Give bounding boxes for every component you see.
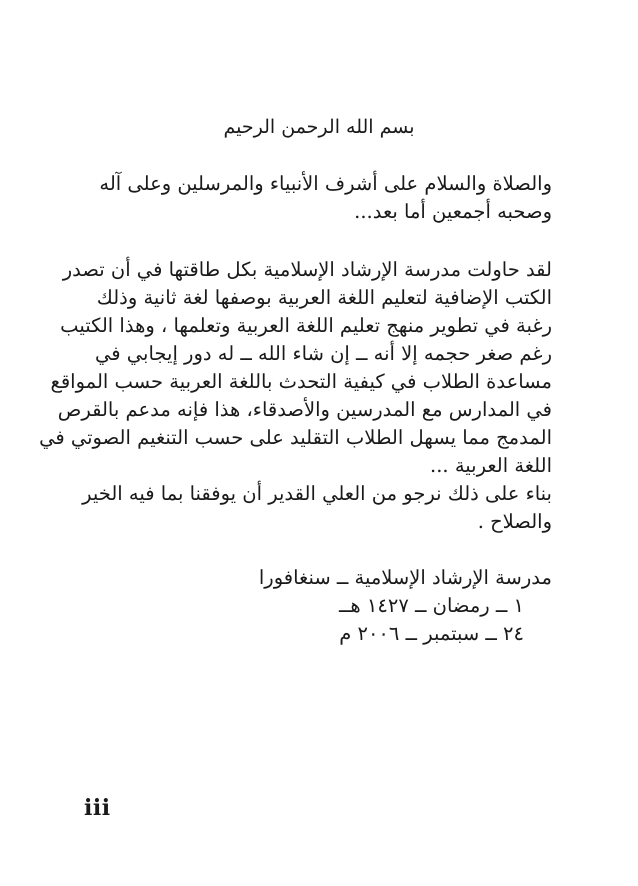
closing-line-2: والصلاح . [477, 510, 552, 533]
signature-school: مدرسة الإرشاد الإسلامية ــ سنغافورا [258, 566, 552, 589]
salutation-line-1: والصلاة والسلام على أشرف الأنبياء والمرسلين وعلى آله [99, 172, 552, 195]
body-line-2: الكتب الإضافية لتعليم اللغة العربية بوصفها لغة ثانية وذلك [96, 286, 552, 309]
body-line-6: في المدارس مع المدرسين والأصدقاء، هذا فإنه مدعم بالقرص [57, 398, 552, 421]
basmala-heading: بسم الله الرحمن الرحيم [223, 116, 415, 138]
body-line-8: اللغة العربية ... [430, 454, 552, 477]
body-line-1: لقد حاولت مدرسة الإرشاد الإسلامية بكل طاقتها في أن تصدر [62, 258, 552, 281]
body-line-3: رغبة في تطوير منهج تعليم اللغة العربية وتعلمها ، وهذا الكتيب [60, 314, 552, 337]
body-line-7: المدمج مما يسهل الطلاب التقليد على حسب التنغيم الصوتي في [39, 426, 552, 449]
body-line-4: رغم صغر حجمه إلا أنه ــ إن شاء الله ــ له دور إيجابي في [95, 342, 552, 365]
page-number: iii [84, 795, 111, 821]
body-line-5: مساعدة الطلاب في كيفية التحدث باللغة العربية حسب المواقع [50, 370, 552, 393]
salutation-line-2: وصحبه أجمعين أما بعد... [354, 200, 552, 223]
signature-hijri-date: ١ ــ رمضان ــ ١٤٢٧ هــ [339, 594, 524, 617]
signature-gregorian-date: ٢٤ ــ سبتمبر ــ ٢٠٠٦ م [339, 622, 524, 645]
closing-line-1: بناء على ذلك نرجو من العلي القدير أن يوفقنا بما فيه الخير [82, 482, 552, 505]
